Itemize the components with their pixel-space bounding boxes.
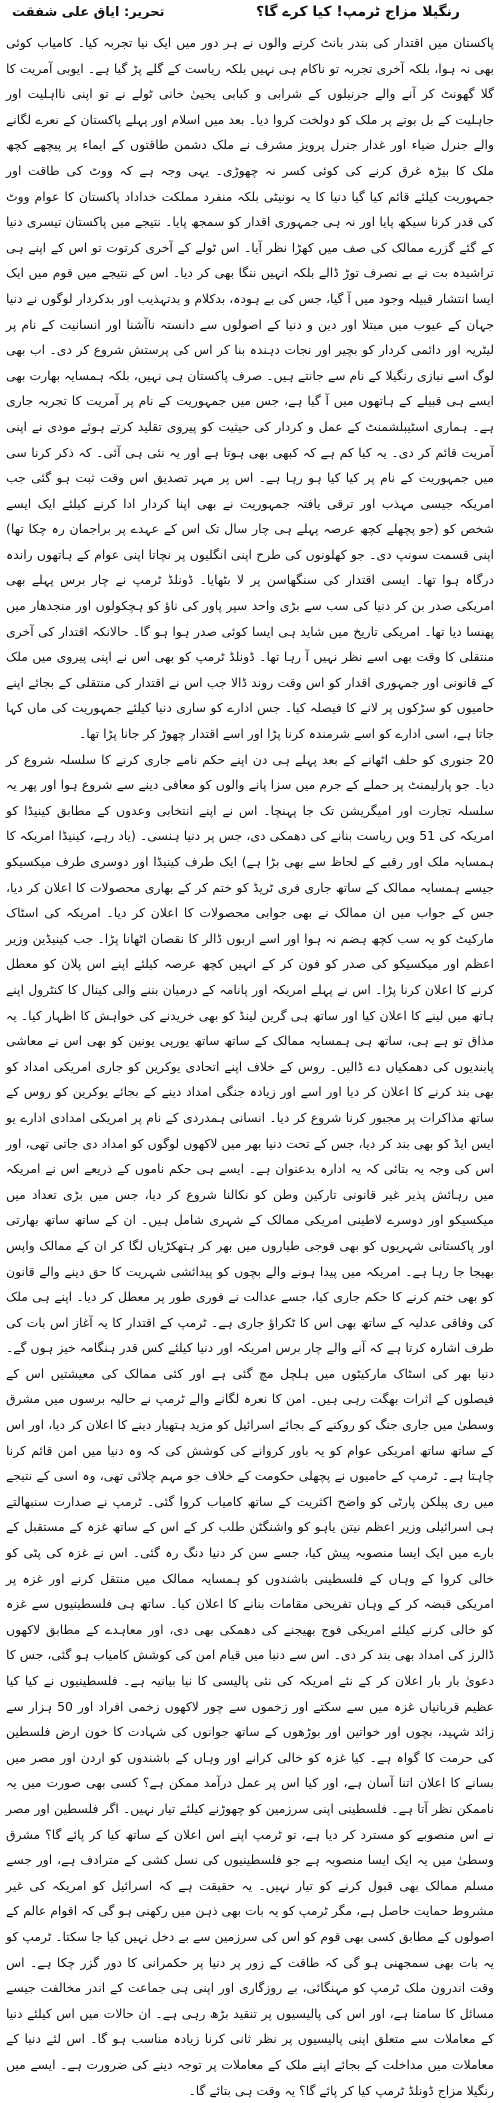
article-paragraph-1: پاکستان میں اقتدار کی بندر بانٹ کرنے والوں نے ہر دور میں ایک نیا تجربہ کیا۔ کامیاب کوئی بھی نہ ہوا، بلکہ آخری تجربہ تو ناکام ہی نہیں بلکہ ریاست کے گلے پڑ گیا ہے۔ ایوبی آمریت کا گلا گھونٹ کر آنے والے جرنیلوں کے شرابی و کبابی یحییٰ خانی ٹولے نے تو اپنی نااہلیت اور جاہلیت کے بل بوتے پر ملک کو دولخت کروا دیا۔ بعد میں اسلام اور پہلے پاکستان کے نعرے لگانے والے جنرل ضیاء اور غدار جنرل پرویز مشرف نے ملک دشمن طاقتوں کے ایماء پر پیچھے کچھ ملک کا بیڑہ غرق کرنے کی کوئی کسر نہ چھوڑی۔ یہی وجہ ہے کہ ووٹ کی طاقت اور جمہوریت کیلئے قائم کیا گیا دنیا کا یہ نونیٹی بلکہ منفرد مملکت خداداد پاکستان کا عوام ووٹ کی قدر کرنا سیکھ پایا اور نہ ہی جمہوری اقدار کو سمجھ پایا۔ نتیجے میں پاکستان تیسری دنیا کے گئے گزرے ممالک کی صف میں کھڑا نظر آیا۔ اس ٹولے کے آخری کرتوت تو اس کے اپنے ہی تراشیدہ بت نے بے نصرف توڑ ڈالے بلکہ انہیں ننگا بھی کر دیا۔ اس کے نتیجے میں قوم میں ایک ایسا انتشار قبیلہ وجود میں آ گیا، جس کی بے ہودہ، بدکلام و بدتہذیب اور بدکردار لوگوں نے دنیا جہان کے عیوب میں مبتلا اور دین و دنیا کے اصولوں سے دانستہ ناآشنا اور انسانیت کے نام پر لیٹریہ اور دائمی کردار کو بچیر اور نجات دہندہ بنا کر اس کی پرستش شروع کر دی۔ اب بھی لوگ اسے نیازی رنگیلا کے نام سے جانتے ہیں۔ صرف پاکستان ہی نہیں، بلکہ ہمسایہ بھارت بھی ایسے ہی قبیلے کے ہاتھوں میں آ گیا ہے، جس میں جمہوریت کے نام پر آمریت کا تجربہ جاری ہے۔ ہماری اسٹیبلشمنٹ کے عمل و کردار کی حیثیت کو پیروی تقلید کرتے ہوئے مودی نے اپنی آمریت قائم کر دی۔ یہ کیا کم ہے کہ کبھی بھی ہوتا ہے اور یہ نئی ہی آئی۔ کہ ذکر کرنا سی میں جمہوریت کے نام پر کیا کیا ہو رہا ہے۔ اس پر مہر تصدیق اس وقت ثبت ہو گئی جب امریکہ جیسی مہذب اور ترقی یافتہ جمہوریت نے بھی اپنا کردار ادا کرنے کیلئے ایک ایسے شخص کو (جو پچھلے کچھ عرصہ پہلے ہی چار سال تک اس کے عہدے پر براجمان رہ چکا تھا) اپنی قسمت سونپ دی۔ جو کھلونوں کی طرح اپنی انگلیوں پر نچاتا اپنی عوام کے ہاتھوں راندہ درگاہ ہوا تھا۔ ایسی اقتدار کی سنگھاسن پر لا بٹھایا۔ ڈونلڈ ٹرمپ نے چار برس پہلے بھی امریکی صدر بن کر دنیا کی سب سے بڑی واحد سپر پاور کی ناؤ کو ہچکولوں اور منجدھار میں پھنسا دیا تھا۔ امریکی تاریخ میں شاید ہی ایسا کوئی صدر ہوا ہو گا۔ حالانکہ اقتدار کی آخری منتقلی کا وقت بھی اسے نظر نہیں آ رہا تھا۔ ڈونلڈ ٹرمپ کو بھی اس نے اپنی پیروی میں ملک کے قانونی اور جمہوری اقدار کو اس وقت روند ڈالا جب اس نے اقتدار کی منتقلی کے بجائے اپنے حامیوں کو سڑکوں پر لانے کا فیصلہ کیا۔ جس ادارے کو ساری دنیا کیلئے جمہوریت کی ماں کہا جاتا ہے، اسی ادارے کو اسے شرمندہ کرنا پڑا اور اسے اقتدار چھوڑ کر جانا پڑا تھا۔ (6, 35, 494, 742)
article-header (6, 4, 494, 28)
article-headline: رنگیلا مزاج ٹرمپ! کیا کرے گا؟ (256, 4, 460, 20)
article-paragraph-2: 20 جنوری کو حلف اٹھانے کے بعد پہلے ہی دن اپنے حکم نامے جاری کرنے کا سلسلہ شروع کر دیا۔ جو پارلیمنٹ پر حملے کے جرم میں سزا پانے والوں کو معافی دینے سے شروع ہوا اور پھر یہ سلسلہ تجارت اور امیگریشن تک جا پہنچا۔ اس نے اپنے انتخابی وعدوں کے مطابق کینیڈا کو امریکہ کی 51 ویں ریاست بنانے کی دھمکی دی، جس پر دنیا ہنسی۔ (یاد رہے، کینیڈا امریکہ کا ہمسایہ ملک اور رقبے کے لحاظ سے بھی بڑا ہے) ایک طرف کینیڈا اور دوسری طرف میکسیکو جیسے ہمسایہ ممالک کے ساتھ جاری فری ٹریڈ کو ختم کر کے بھاری محصولات کا اعلان کر دیا، جس کے جواب میں ان ممالک نے بھی جوابی محصولات کا اعلان کر دیا۔ امریکہ کی اسٹاک مارکیٹ کو یہ سب کچھ ہضم نہ ہوا اور اسے اربوں ڈالر کا نقصان اٹھانا پڑا۔ جب کینیڈین وزیر اعظم اور میکسیکو کی صدر کو فون کر کے انہیں کچھ عرصہ کیلئے اپنے اس پلان کو معطل کرنے کا اعلان کرنا پڑا۔ اس نے پہلے امریکہ اور پانامہ کے درمیان بننے والی کینال کا کنٹرول اپنے ہاتھ میں لینے کا اعلان کیا اور ساتھ ہی گرین لینڈ کو بھی خریدنے کی خواہش کا اظہار کیا۔ یہ مذاق تو ہے ہی، ساتھ ہی ہمسایہ ممالک کے ساتھ ساتھ یورپی یونین کو بھی اس نے معاشی پابندیوں کی دھمکیاں دے ڈالیں۔ روس کے خلاف اپنے اتحادی یوکرین کو جاری امریکی امداد کو بھی بند کرنے کا اعلان کر دیا اور اسے اور زیادہ جنگی امداد دینے کے بجائے یوکرین کو روس کے ساتھ مذاکرات پر مجبور کرنا شروع کر دیا۔ انسانی ہمدردی کے نام پر امریکی امدادی ادارے یو ایس ایڈ کو بھی بند کر دیا، جس کے تحت دنیا بھر میں لاکھوں لوگوں کو امداد دی جاتی تھی، اور اس کی وجہ یہ بتائی کہ یہ ادارہ بدعنوان ہے۔ ایسے ہی حکم ناموں کے ذریعے اس نے امریکہ میں رہائش پذیر غیر قانونی تارکین وطن کو نکالنا شروع کر دیا، جس میں بڑی تعداد میں میکسیکو اور دوسرے لاطینی امریکی ممالک کے شہری شامل ہیں۔ ان کے ساتھ ساتھ بھارتی اور پاکستانی شہریوں کو بھی فوجی طیاروں میں بھر کر ہتھکڑیاں لگا کر ان کے ممالک واپس بھیجا جا رہا ہے۔ امریکہ میں پیدا ہونے والے بچوں کو پیدائشی شہریت کا حق دینے والے قانون کو بھی ختم کرنے کا حکم جاری کیا، جسے عدالت نے فوری طور پر معطل کر دیا۔ اپنے ہی ملک کی وفاقی عدلیہ کے ساتھ بھی اس کا ٹکراؤ جاری ہے۔ ٹرمپ کے اقتدار کا یہ آغاز اس بات کی طرف اشارہ کرتا ہے کہ آنے والے چار برس امریکہ اور دنیا کیلئے کس قدر ہنگامہ خیز ہوں گے۔ دنیا بھر کی اسٹاک مارکیٹوں میں ہلچل مچ گئی ہے اور کئی ممالک کی معیشتیں اس کے فیصلوں کے اثرات بھگت رہی ہیں۔ امن کا نعرہ لگانے والے ٹرمپ نے حالیہ برسوں میں مشرق وسطیٰ میں جاری جنگ کو روکنے کے بجائے اسرائیل کو مزید ہتھیار دینے کا اعلان کر دیا، اور اس کے ساتھ ساتھ امریکی عوام کو یہ باور کروانے کی کوشش کی کہ وہ دنیا میں امن قائم کرنا چاہتا ہے۔ ٹرمپ کے حامیوں نے پچھلی حکومت کے خلاف جو مہم چلائی تھی، وہ اسی کے نتیجے میں ری پبلکن پارٹی کو واضح اکثریت کے ساتھ کامیاب کروا گئی۔ ٹرمپ نے صدارت سنبھالتے ہی اسرائیلی وزیر اعظم نیتن یاہو کو واشنگٹن طلب کر کے اس کے ساتھ غزہ کے مستقبل کے بارے میں ایک ایسا منصوبہ پیش کیا، جسے سن کر دنیا دنگ رہ گئی۔ اس نے غزہ کی پٹی کو خالی کروا کے وہاں کے فلسطینی باشندوں کو ہمسایہ ممالک میں منتقل کرنے اور غزہ پر امریکی قبضہ کر کے وہاں تفریحی مقامات بنانے کا اعلان کیا۔ ساتھ ہی فلسطینیوں سے غزہ کو خالی کرنے کیلئے امریکی فوج بھیجنے کی دھمکی بھی دی، اور معاہدے کے مطابق لاکھوں ڈالرز کی امداد بھی بند کر دی۔ اس سے دنیا میں قیام امن کی کوشش کامیاب ہو گئی، جس کا دعویٰ بار بار اعلان کر کے نئے امریکہ کی نئی پالیسی کا نیا بیانیہ ہے۔ فلسطینیوں نے کیا کیا عظیم قربانیاں غزہ میں سے سکتے اور زخموں سے چور لاکھوں زخمی افراد اور 50 ہزار سے زائد شہید، بچوں اور خواتین اور بوڑھوں کے ساتھ جوانوں کی شہادت کا خون ارض فلسطین کی حرمت کا گواہ ہے۔ کیا غزہ کو خالی کرانے اور وہاں کے باشندوں کو اردن اور مصر میں بسانے کا اعلان اتنا آسان ہے، اور کیا اس پر عمل درآمد ممکن ہے؟ کسی بھی صورت میں یہ ناممکن نظر آتا ہے۔ فلسطینی اپنی سرزمین کو چھوڑنے کیلئے تیار نہیں۔ اگر فلسطین اور مصر نے اس منصوبے کو مسترد کر دیا ہے، تو ٹرمپ اپنے اس اعلان کے ساتھ کیا کر پائے گا؟ مشرق وسطیٰ میں یہ ایک ایسا منصوبہ ہے جو فلسطینیوں کی نسل کشی کے مترادف ہے، اور جسے مسلم ممالک بھی قبول کرنے کو تیار نہیں۔ یہ حقیقت ہے کہ اسرائیل کو امریکہ کی غیر مشروط حمایت حاصل ہے، مگر ٹرمپ کو یہ بات بھی ذہن میں رکھنی ہو گی کہ اقوام عالم کے اصولوں کے مطابق کسی بھی قوم کو اس کی سرزمین سے بے دخل نہیں کیا جا سکتا۔ ٹرمپ کو یہ بات بھی سمجھنی ہو گی کہ طاقت کے زور پر دنیا پر حکمرانی کا دور گزر چکا ہے۔ اس وقت اندرون ملک ٹرمپ کو مہنگائی، بے روزگاری اور اپنی ہی جماعت کے اندر مخالفت جیسے مسائل کا سامنا ہے، اور اس کی پالیسیوں پر تنقید بڑھ رہی ہے۔ ان حالات میں اس کیلئے دنیا کے معاملات سے متعلق اپنی پالیسیوں پر نظر ثانی کرنا زیادہ مناسب ہو گا۔ اس لئے دنیا کے معاملات میں مداخلت کے بجائے اپنے ملک کے معاملات پر توجہ دینے کی ضرورت ہے۔ ایسے میں رنگیلا مزاج ڈونلڈ ٹرمپ کیا کر پائے گا؟ یہ وقت ہی بتائے گا۔ (6, 751, 495, 2098)
article-byline: تحریر: ایاق علی شفقت (12, 5, 165, 20)
